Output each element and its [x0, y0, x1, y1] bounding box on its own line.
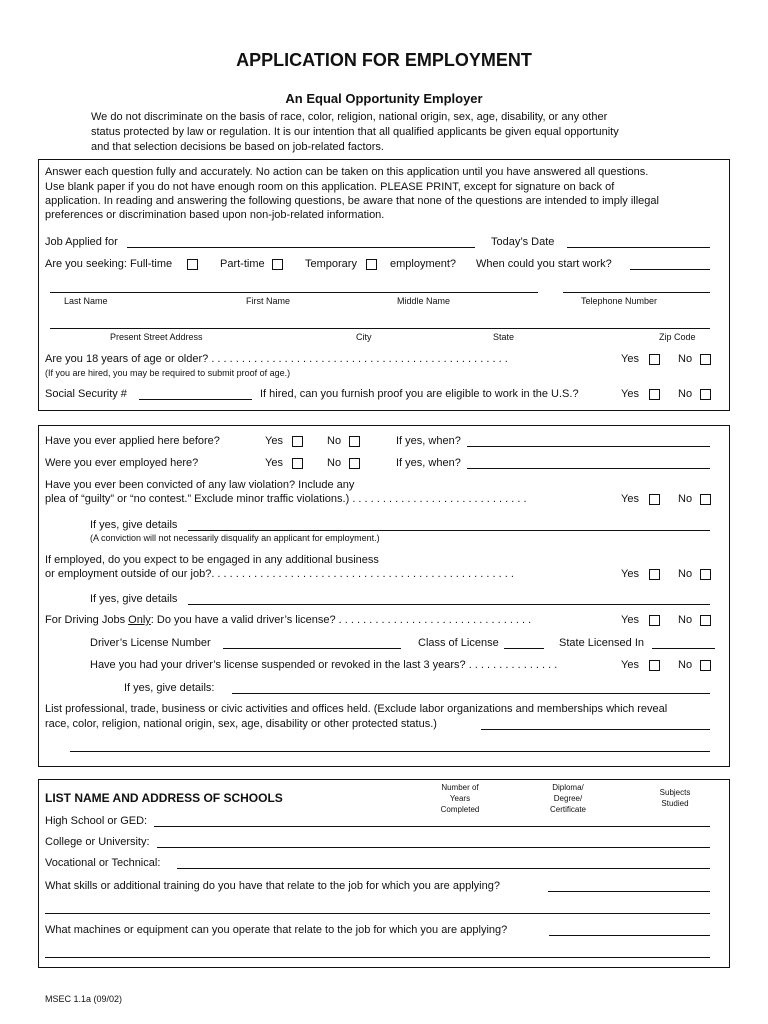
license-no-label: No	[678, 614, 693, 626]
age-yes-checkbox[interactable]	[649, 354, 660, 365]
age-no-label: No	[678, 353, 693, 365]
employed-no-label: No	[327, 457, 342, 469]
address-field[interactable]	[50, 328, 710, 329]
license-yes-checkbox[interactable]	[649, 615, 660, 626]
license-yes-label: Yes	[621, 614, 639, 626]
applied-before-question: Have you ever applied here before?	[45, 435, 220, 447]
street-label: Present Street Address	[110, 332, 203, 342]
other-job-no-label: No	[678, 568, 693, 580]
suspended-details-label: If yes, give details:	[124, 682, 215, 694]
zip-label: Zip Code	[659, 332, 696, 342]
city-label: City	[356, 332, 372, 342]
temporary-label: Temporary	[305, 258, 357, 270]
license-no-checkbox[interactable]	[700, 615, 711, 626]
other-job-yes-label: Yes	[621, 568, 639, 580]
employed-yes-checkbox[interactable]	[292, 458, 303, 469]
applied-yes-label: Yes	[265, 435, 283, 447]
other-job-no-checkbox[interactable]	[700, 569, 711, 580]
job-applied-label: Job Applied for	[45, 236, 118, 248]
other-job-details-field[interactable]	[188, 604, 710, 605]
instructions-line-3: application. In reading and answering the following questions, be aware that none of the questions are intended to imply illegal	[45, 195, 659, 207]
first-name-label: First Name	[246, 296, 291, 306]
years-header-line-1: Number of	[441, 783, 479, 792]
intro-line-1: We do not discriminate on the basis of race, color, religion, national origin, sex, age, disability, or any other	[91, 111, 608, 123]
suspended-question: Have you had your driver’s license suspended or revoked in the last 3 years? . . . . . . . . . . . . . . .	[90, 659, 558, 671]
instructions-line-1: Answer each question fully and accurately. No action can be taken on this application until you have answered all questions.	[45, 166, 649, 178]
convicted-no-checkbox[interactable]	[700, 494, 711, 505]
vocational-field[interactable]	[177, 868, 710, 869]
proof-yes-label: Yes	[621, 388, 639, 400]
subjects-header-line-1: Subjects	[659, 788, 691, 797]
college-label: College or University:	[45, 836, 150, 848]
applied-yes-checkbox[interactable]	[292, 436, 303, 447]
intro-line-3: and that selection decisions be based on job-related factors.	[91, 141, 384, 153]
license-class-label: Class of License	[418, 637, 499, 649]
other-job-question-line-1: If employed, do you expect to be engaged in any additional business	[45, 554, 379, 566]
full-name-field[interactable]	[50, 292, 538, 293]
subjects-col-header	[635, 787, 715, 809]
age-question: Are you 18 years of age or older? . . . . . . . . . . . . . . . . . . . . . . . . . . . . . . . . . . . . . . . . . . . . . . . . .	[45, 353, 508, 365]
subtitle: An Equal Opportunity Employer	[285, 91, 483, 106]
state-label: State	[493, 332, 515, 342]
suspended-yes-label: Yes	[621, 659, 639, 671]
ssn-label: Social Security #	[45, 388, 127, 400]
seeking-label: Are you seeking: Full-time	[45, 258, 173, 270]
age-note: (If you are hired, you may be required to submit proof of age.)	[45, 368, 291, 378]
applied-no-checkbox[interactable]	[349, 436, 360, 447]
start-work-field[interactable]	[630, 269, 710, 270]
employed-here-question: Were you ever employed here?	[45, 457, 199, 469]
other-job-question-line-2: or employment outside of our job?. . . . . . . . . . . . . . . . . . . . . . . . . . . . . . . . . . . . . . . . . . . . . . . . . .	[45, 568, 514, 580]
conviction-details-field[interactable]	[188, 530, 710, 531]
driving-question	[45, 614, 610, 626]
age-no-checkbox[interactable]	[700, 354, 711, 365]
machines-field-2[interactable]	[45, 957, 710, 958]
employment-label: employment?	[390, 258, 457, 270]
employed-no-checkbox[interactable]	[349, 458, 360, 469]
applied-when-label: If yes, when?	[396, 435, 461, 447]
activities-line-1: List professional, trade, business or civic activities and offices held. (Exclude labor organizations and memberships which reveal	[45, 703, 668, 715]
license-number-label: Driver’s License Number	[90, 637, 211, 649]
employed-when-label: If yes, when?	[396, 457, 461, 469]
activities-field-1[interactable]	[481, 729, 710, 730]
subjects-header-line-2: Studied	[661, 799, 689, 808]
vocational-label: Vocational or Technical:	[45, 857, 161, 869]
activities-field-2[interactable]	[70, 751, 710, 752]
convicted-yes-label: Yes	[621, 493, 639, 505]
machines-field-1[interactable]	[549, 935, 710, 936]
machines-question: What machines or equipment can you operate that relate to the job for which you are applying?	[45, 924, 508, 936]
driving-question-suffix: : Do you have a valid driver’s license? . . . . . . . . . . . . . . . . . . . . . . . . . . . . . . . .	[150, 614, 532, 626]
high-school-label: High School or GED:	[45, 815, 148, 827]
years-header-line-3: Completed	[440, 805, 480, 814]
state-licensed-field[interactable]	[652, 648, 715, 649]
driving-only-emphasis: Only	[128, 614, 151, 626]
years-col-header	[420, 782, 500, 815]
temporary-checkbox[interactable]	[366, 259, 377, 270]
part-time-label: Part-time	[220, 258, 265, 270]
intro-line-2: status protected by law or regulation. It is our intention that all qualified applicants be given equal opportunity	[91, 126, 619, 138]
license-number-field[interactable]	[223, 648, 401, 649]
activities-line-2: race, color, religion, national origin, sex, age, disability or other protected status.)	[45, 718, 437, 730]
education-section	[38, 779, 730, 968]
middle-name-label: Middle Name	[397, 296, 451, 306]
state-licensed-label: State Licensed In	[559, 637, 645, 649]
proof-no-label: No	[678, 388, 693, 400]
applied-no-label: No	[327, 435, 342, 447]
telephone-field[interactable]	[563, 292, 710, 293]
diploma-header-line-1: Diploma/	[552, 783, 584, 792]
diploma-col-header	[528, 782, 608, 815]
instructions-line-2: Use blank paper if you do not have enough room on this application. PLEASE PRINT, except for signature on back of	[45, 181, 615, 193]
license-class-field[interactable]	[504, 648, 544, 649]
diploma-header-line-2: Degree/	[553, 794, 583, 803]
ssn-field[interactable]	[139, 399, 252, 400]
start-work-label: When could you start work?	[476, 258, 612, 270]
job-applied-field[interactable]	[127, 247, 475, 248]
other-job-details-label: If yes, give details	[90, 593, 178, 605]
conviction-details-label: If yes, give details	[90, 519, 178, 531]
suspended-no-checkbox[interactable]	[700, 660, 711, 671]
college-field[interactable]	[157, 847, 710, 848]
part-time-checkbox[interactable]	[272, 259, 283, 270]
proof-yes-checkbox[interactable]	[649, 389, 660, 400]
form-code: MSEC 1.1a (09/02)	[45, 994, 123, 1004]
skills-field-1[interactable]	[548, 891, 710, 892]
suspended-no-label: No	[678, 659, 693, 671]
convicted-question-line-2: plea of “guilty” or “no contest.” Exclude minor traffic violations.) . . . . . . . . . . . . . . . . . . . . . . . . . . . . .	[45, 493, 527, 505]
last-name-label: Last Name	[64, 296, 108, 306]
convicted-yes-checkbox[interactable]	[649, 494, 660, 505]
applied-when-field[interactable]	[467, 446, 710, 447]
age-yes-label: Yes	[621, 353, 639, 365]
other-job-yes-checkbox[interactable]	[649, 569, 660, 580]
conviction-note: (A conviction will not necessarily disqualify an applicant for employment.)	[90, 533, 380, 543]
proof-question: If hired, can you furnish proof you are eligible to work in the U.S.?	[260, 388, 579, 400]
diploma-header-line-3: Certificate	[549, 805, 586, 814]
page-title: APPLICATION FOR EMPLOYMENT	[236, 50, 532, 70]
suspended-details-field[interactable]	[232, 693, 710, 694]
driving-question-prefix: For Driving Jobs	[45, 614, 129, 626]
skills-question: What skills or additional training do you have that relate to the job for which you are applying?	[45, 880, 500, 892]
employed-when-field[interactable]	[467, 468, 710, 469]
schools-heading: LIST NAME AND ADDRESS OF SCHOOLS	[45, 791, 283, 805]
convicted-question-line-1: Have you ever been convicted of any law violation? Include any	[45, 479, 355, 491]
full-time-checkbox[interactable]	[187, 259, 198, 270]
telephone-label: Telephone Number	[581, 296, 658, 306]
suspended-yes-checkbox[interactable]	[649, 660, 660, 671]
high-school-field[interactable]	[154, 826, 710, 827]
instructions-line-4: preferences or discrimination based upon non-job-related information.	[45, 209, 385, 221]
years-header-line-2: Years	[449, 794, 471, 803]
skills-field-2[interactable]	[45, 913, 710, 914]
convicted-no-label: No	[678, 493, 693, 505]
employed-yes-label: Yes	[265, 457, 283, 469]
proof-no-checkbox[interactable]	[700, 389, 711, 400]
todays-date-field[interactable]	[567, 247, 710, 248]
todays-date-label: Today’s Date	[491, 236, 555, 248]
